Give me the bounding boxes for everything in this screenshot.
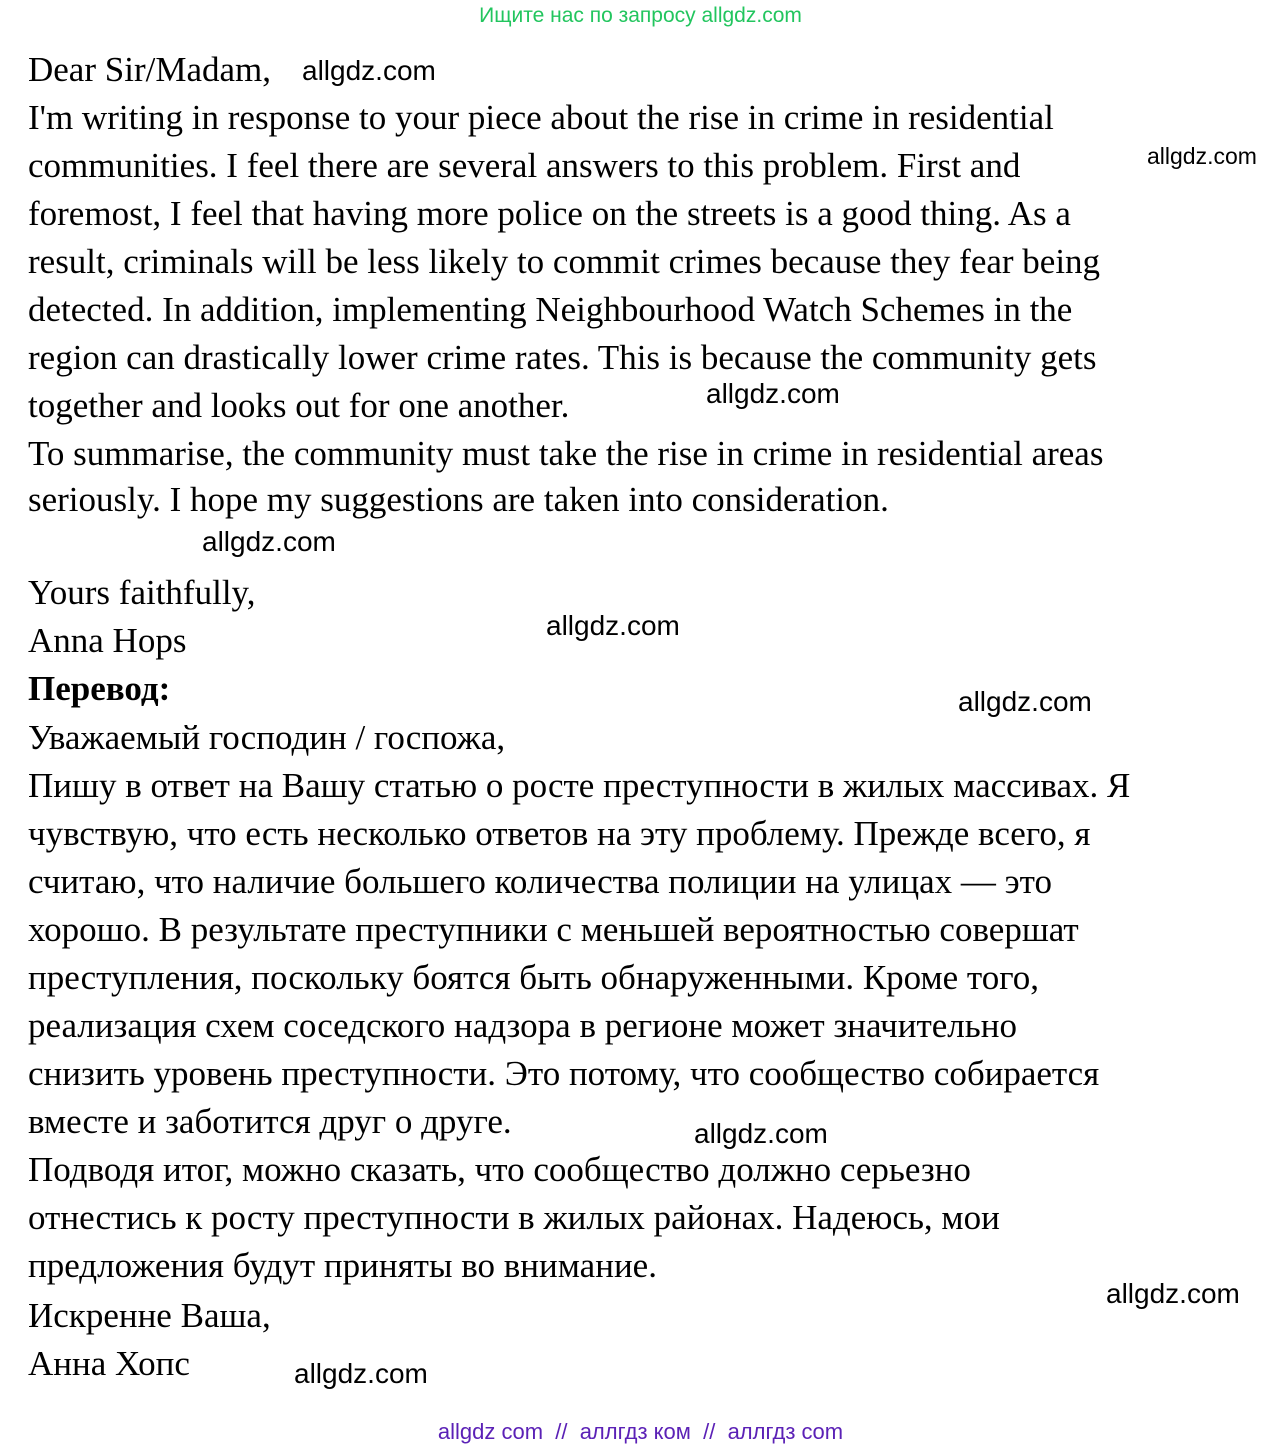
letter-line: Dear Sir/Madam, [28,50,271,89]
letter-line: communities. I feel there are several answers to this problem. First and [28,146,1021,185]
watermark: allgdz.com [202,526,336,557]
translation-line: считаю, что наличие большего количества полиции на улицах — это [28,862,1052,901]
letter-line: result, criminals will be less likely to commit crimes because they fear being [28,242,1101,281]
translation-line: реализация схем соседского надзора в регионе может значительно [28,1006,1017,1045]
translation-line: Уважаемый господин / госпожа, [28,718,506,757]
translation-closing: Искренне Ваша, [28,1296,271,1335]
watermark: allgdz.com [958,686,1092,717]
watermark: allgdz.com [1147,143,1257,169]
letter-line: To summarise, the community must take the rise in crime in residential areas [28,434,1104,473]
letter-line: detected. In addition, implementing Neighbourhood Watch Schemes in the [28,290,1073,329]
letter-line: I'm writing in response to your piece about the rise in crime in residential [28,98,1054,137]
footer-links: allgdz com // аллгдз ком // аллгдз com [437,1419,844,1444]
translation-line: снизить уровень преступности. Это потому, что сообщество собирается [28,1054,1100,1093]
watermark: allgdz.com [546,610,680,641]
watermark: allgdz.com [294,1358,428,1389]
watermark: allgdz.com [1106,1278,1240,1309]
translation-line: отнестись к росту преступности в жилых районах. Надеюсь, мои [28,1198,1000,1237]
translation-line: Подводя итог, можно сказать, что сообщество должно серьезно [28,1150,971,1189]
letter-closing: Yours faithfully, [28,573,256,612]
translation-line: Пишу в ответ на Вашу статью о росте преступности в жилых массивах. Я [28,766,1131,805]
translation-line: хорошо. В результате преступники с меньшей вероятностью совершат [28,910,1079,949]
letter-line: seriously. I hope my suggestions are taken into consideration. [28,480,889,519]
letter-line: foremost, I feel that having more police on the streets is a good thing. As a [28,194,1071,233]
translation-line: предложения будут приняты во внимание. [28,1246,657,1285]
letter-line: region can drastically lower crime rates. This is because the community gets [28,338,1097,377]
letter-line: together and looks out for one another. [28,386,570,425]
watermark: allgdz.com [302,55,436,86]
translation-line: чувствую, что есть несколько ответов на эту проблему. Прежде всего, я [28,814,1091,853]
letter-signature: Anna Hops [28,621,187,660]
translation-line: преступления, поскольку боятся быть обнаруженными. Кроме того, [28,958,1040,997]
translation-signature: Анна Хопс [28,1344,190,1383]
translation-line: вместе и заботится друг о друге. [28,1102,512,1141]
top-banner: Ищите нас по запросу allgdz.com [479,4,802,27]
translation-heading: Перевод: [28,669,171,708]
watermark: allgdz.com [694,1118,828,1149]
watermark: allgdz.com [706,378,840,409]
